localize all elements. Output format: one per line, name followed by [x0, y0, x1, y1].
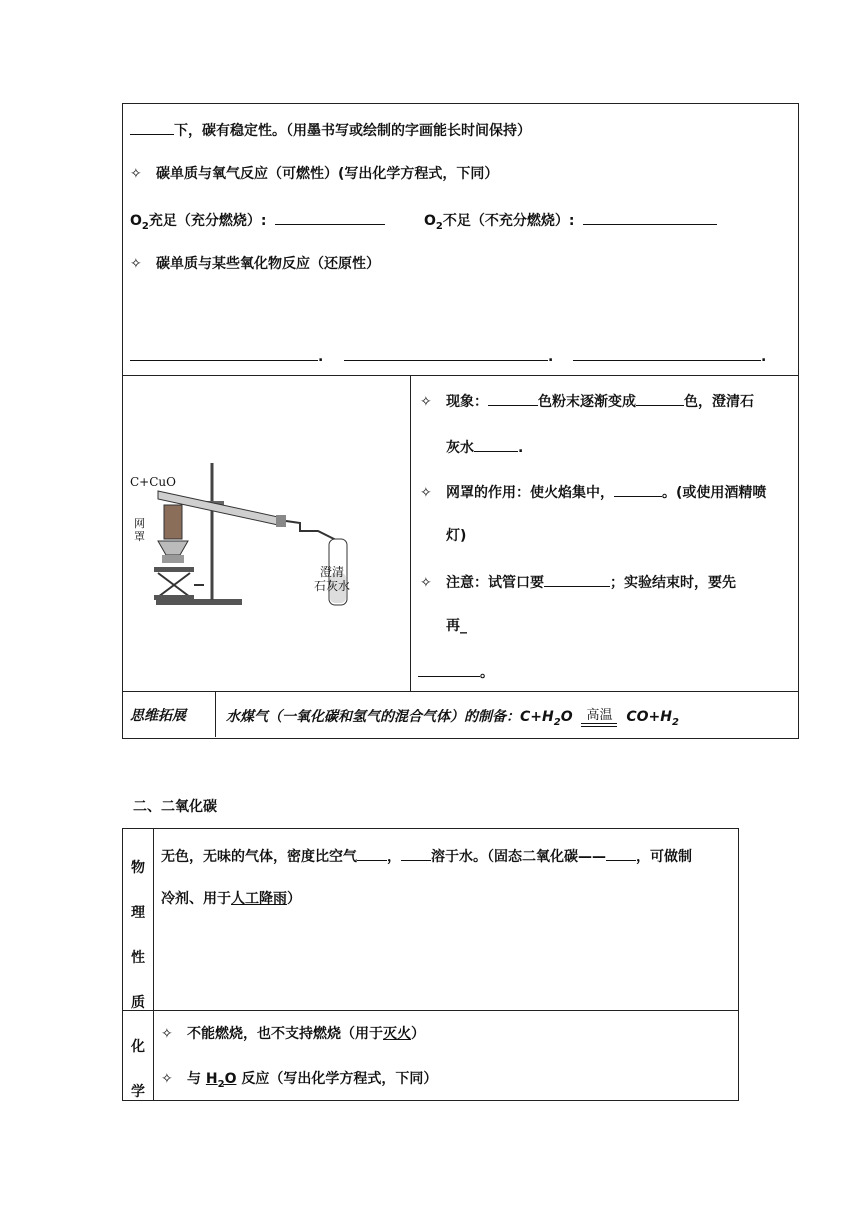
blank-field[interactable]	[606, 846, 636, 861]
phys-underlined: 人工降雨	[231, 891, 287, 907]
blank-field[interactable]	[488, 391, 538, 406]
chem-bullet-1	[161, 1025, 425, 1043]
o2-symbol: O	[130, 213, 142, 229]
note-text: ；实验结束时，要先	[610, 575, 736, 591]
phys-text: ，	[387, 849, 401, 865]
equation-products: CO+H	[626, 709, 672, 725]
blank-field[interactable]	[130, 120, 174, 135]
label-char: 化	[131, 1039, 145, 1055]
phenomenon-text: 色粉末逐渐变成	[538, 394, 636, 410]
label-char: 理	[131, 905, 145, 921]
blank-field[interactable]	[636, 391, 684, 406]
chem-formula-h2o	[205, 1071, 237, 1090]
chem-props-label	[128, 1025, 148, 1115]
net-function-text: 网罩的作用：使火焰集中，	[446, 485, 614, 501]
o2-full-text: 充足（充分燃烧）:	[148, 213, 267, 229]
bullet-icon: ✧	[420, 485, 432, 501]
chem-text: 与	[187, 1071, 206, 1087]
subscript: 2	[553, 716, 561, 728]
col-divider-row2	[410, 375, 411, 691]
label-limewater-1: 澄清	[320, 565, 345, 579]
period: .	[518, 440, 524, 456]
extension-label: 思维拓展	[130, 708, 186, 724]
bullet-text: 碳单质与氧气反应（可燃性）(写出化学方程式，下同）	[156, 166, 499, 182]
label-char: 学	[131, 1084, 145, 1100]
phenomenon-text: 灰水	[446, 440, 474, 456]
col-divider-row3	[215, 691, 216, 737]
blank-field[interactable]	[544, 572, 610, 587]
reduction-blanks	[344, 346, 553, 366]
chem-bullet-2	[161, 1070, 437, 1094]
o2-subscript: 2	[141, 220, 149, 232]
period: .	[318, 349, 324, 365]
net-function-text: 。(或使用酒精喷	[662, 485, 767, 501]
water-gas-equation	[226, 708, 679, 732]
bullet-text: 碳单质与某些氧化物反应（还原性）	[156, 256, 380, 272]
row-divider-2	[122, 691, 798, 692]
blank-field[interactable]	[344, 346, 548, 361]
phys-text: ，可做制	[636, 849, 692, 865]
blank-field[interactable]	[474, 437, 518, 452]
net-function-line	[420, 482, 766, 502]
chem-formula-o: O	[224, 1071, 237, 1087]
blank-field[interactable]	[401, 846, 431, 861]
reduction-blanks	[130, 346, 323, 366]
net-function-text: 灯)	[446, 528, 467, 544]
phenomenon-line	[420, 391, 754, 411]
phys-line-1	[161, 846, 692, 866]
reduction-blanks	[573, 346, 766, 366]
blank-field[interactable]	[275, 210, 385, 225]
subscript: 2	[671, 716, 679, 728]
label-char: 物	[131, 860, 145, 876]
note-line	[420, 572, 736, 592]
bullet-reducibility	[130, 255, 380, 273]
blank-field[interactable]	[357, 846, 387, 861]
label-limewater-2: 石灰水	[314, 579, 351, 593]
stability-text: 下，碳有稳定性。（用墨书写或绘制的字画能长时间保持）	[174, 123, 531, 139]
label-c-cuo: C+CuO	[130, 475, 176, 489]
bullet-icon: ✧	[130, 256, 142, 272]
label-net: 网罩	[134, 517, 145, 543]
stability-line	[130, 120, 531, 140]
note-line-2	[446, 617, 467, 635]
net-function-line-2	[446, 527, 466, 545]
phys-text: 冷剂、用于	[161, 891, 231, 907]
o2-symbol: O	[424, 213, 436, 229]
section-heading: 二、二氧化碳	[133, 799, 217, 815]
col-divider	[153, 828, 154, 1100]
bullet-icon: ✧	[420, 575, 432, 591]
row-divider	[122, 1010, 738, 1011]
period: 。	[480, 665, 494, 681]
o2-lack-line	[424, 210, 717, 236]
chem-text: 不能燃烧，也不支持燃烧（用于	[187, 1026, 383, 1042]
condition-text: 高温	[586, 708, 613, 723]
chem-underlined: 灭火	[383, 1026, 411, 1042]
equation-reactants: 水煤气（一氧化碳和氢气的混合气体）的制备：C+H	[226, 709, 554, 725]
period: .	[761, 349, 767, 365]
row-divider-1	[122, 375, 798, 376]
phenomenon-text: 色，澄清石	[684, 394, 754, 410]
phenomenon-label: 现象：	[446, 394, 488, 410]
co2-table	[122, 828, 739, 1101]
note-text: 注意：试管口要	[446, 575, 544, 591]
o2-lack-text: 不足（不充分燃烧）:	[442, 213, 575, 229]
phys-text: ）	[287, 891, 301, 907]
label-char: 性	[131, 950, 145, 966]
note-line-3	[418, 662, 494, 682]
blank-field[interactable]	[418, 662, 480, 677]
equals-bar	[581, 723, 617, 727]
subscript: 2	[217, 1078, 225, 1090]
blank-field[interactable]	[583, 210, 717, 225]
phys-text: 溶于水。（固态二氧化碳——	[431, 849, 606, 865]
bullet-icon: ✧	[420, 394, 432, 410]
blank-field[interactable]	[130, 346, 318, 361]
blank-field[interactable]	[573, 346, 761, 361]
o2-full-line	[130, 210, 385, 236]
period: .	[548, 349, 554, 365]
phys-props-label	[128, 846, 148, 1026]
o2-subscript: 2	[435, 220, 443, 232]
blank-field[interactable]	[614, 482, 662, 497]
phenomenon-line-2	[446, 437, 523, 457]
bullet-icon: ✧	[161, 1026, 173, 1042]
label-char: 质	[131, 995, 145, 1011]
bullet-icon: ✧	[130, 166, 142, 182]
bullet-combustibility	[130, 165, 498, 183]
chem-formula-h: H	[205, 1071, 218, 1087]
phys-text: 无色，无味的气体，密度比空气	[161, 849, 357, 865]
phys-line-2	[161, 890, 301, 908]
equation-reactants: O	[560, 709, 573, 725]
chem-text: ）	[411, 1026, 425, 1042]
apparatus-illustration	[128, 455, 358, 610]
note-text: 再_	[446, 618, 467, 634]
chem-text: 反应（写出化学方程式，下同）	[236, 1071, 438, 1087]
carbon-table	[122, 103, 799, 739]
label-limewater	[314, 565, 350, 593]
bullet-icon: ✧	[161, 1071, 173, 1087]
